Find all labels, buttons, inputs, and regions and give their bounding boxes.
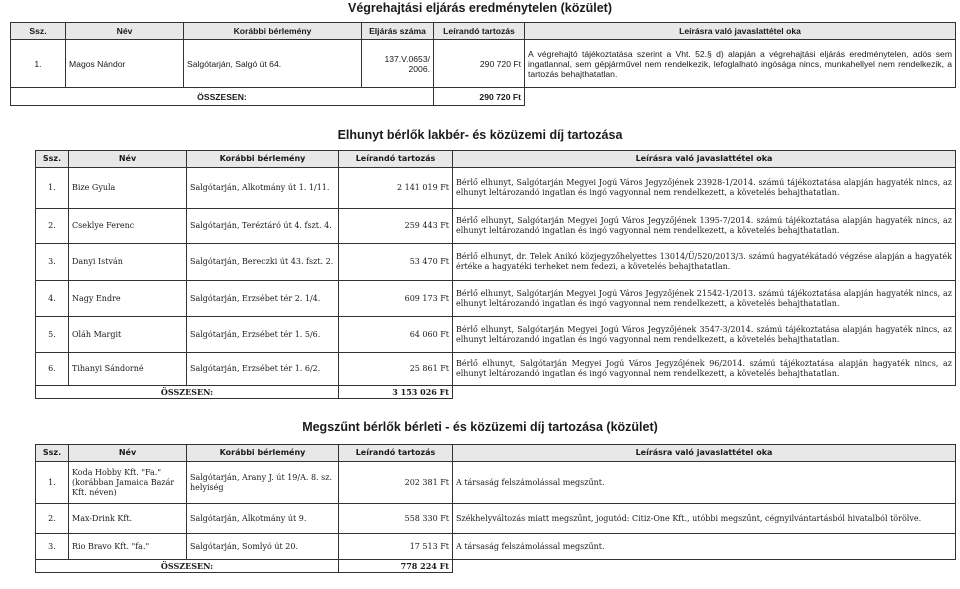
row-berlemeny: Salgótarján, Erzsébet tér 1. 5/6. [187, 317, 339, 353]
row-ok: Bérlő elhunyt, Salgótarján Megyei Jogú Város Jegyzőjének 23928-1/2014. számú tájékoztatása alapján hagyaték nincs, az elhunyt leltározandó ingatlan és ingó vagyonnal nem rendelkezett, a követelés behajthatatlan. [453, 168, 956, 209]
table-row [36, 504, 956, 534]
table-row [36, 353, 956, 386]
row-ssz: 2. [36, 504, 69, 534]
section2-table [35, 150, 956, 399]
row-nev: Danyi István [69, 244, 187, 281]
section3-total-row [36, 560, 956, 573]
table-row [36, 534, 956, 560]
header-ok: Leírásra való javaslattétel oka [525, 23, 956, 40]
section1-table [10, 22, 956, 106]
row-nev: Nagy Endre [69, 281, 187, 317]
row-ssz: 5. [36, 317, 69, 353]
row-ssz: 4. [36, 281, 69, 317]
row-nev: Cseklye Ferenc [69, 209, 187, 244]
row-ok: A társaság felszámolással megszűnt. [453, 462, 956, 504]
row-ok: A végrehajtó tájékoztatása szerint a Vht. 52.§ d) alapján a végrehajtási eljárás eredménytelen, adós sem ingatlannal, sem gépjárművel nem rendelkezik, lefoglalható ingósága nincs, munkahellyel nem rendelkezik, a tartozás behajthatatlan. [525, 40, 956, 88]
table-row [36, 281, 956, 317]
header-berlemeny: Korábbi bérlemény [187, 151, 339, 168]
section1-total-row [11, 88, 956, 106]
row-tartozas: 558 330 Ft [339, 504, 453, 534]
row-ssz: 1. [36, 462, 69, 504]
row-berlemeny: Salgótarján, Somlyó út 20. [187, 534, 339, 560]
table-row [11, 40, 956, 88]
table-row [36, 168, 956, 209]
section2-header-row [36, 151, 956, 168]
row-ok: Bérlő elhunyt, Salgótarján Megyei Jogú Város Jegyzőjének 1395-7/2014. számú tájékoztatása alapján hagyaték nincs, az elhunyt leltározandó ingatlan és ingó vagyonnal nem rendelkezett, a követelés behajthatatlan. [453, 209, 956, 244]
row-nev: Rio Bravo Kft. "fa." [69, 534, 187, 560]
table-row [36, 317, 956, 353]
row-nev: Oláh Margit [69, 317, 187, 353]
row-ssz: 6. [36, 353, 69, 386]
row-nev: Bize Gyula [69, 168, 187, 209]
header-ok: Leírásra való javaslattétel oka [453, 151, 956, 168]
total-value: 290 720 Ft [434, 88, 525, 106]
section3-table [35, 444, 956, 573]
row-ok: Bérlő elhunyt, Salgótarján Megyei Jogú Város Jegyzőjének 21542-1/2013. számú tájékoztatása alapján hagyaték nincs, az elhunyt leltározandó ingatlan és ingó vagyonnal nem rendelkezett, a követelés behajthatatlan. [453, 281, 956, 317]
row-ssz: 1. [11, 40, 66, 88]
row-ok: Bérlő elhunyt, Salgótarján Megyei Jogú Város Jegyzőjének 3547-3/2014. számú tájékoztatása alapján hagyaték nincs, az elhunyt leltározandó ingatlan és ingó vagyonnal nem rendelkezett, a követelés behajthatatlan. [453, 317, 956, 353]
row-nev: Magos Nándor [66, 40, 184, 88]
total-value: 778 224 Ft [339, 560, 453, 573]
row-berlemeny: Salgótarján, Alkotmány út 1. 1/11. [187, 168, 339, 209]
row-tartozas: 259 443 Ft [339, 209, 453, 244]
total-label: ÖSSZESEN: [36, 560, 339, 573]
row-berlemeny: Salgótarján, Salgó út 64. [184, 40, 362, 88]
row-berlemeny: Salgótarján, Erzsébet tér 2. 1/4. [187, 281, 339, 317]
header-ssz: Ssz. [11, 23, 66, 40]
header-tartozas: Leírandó tartozás [339, 151, 453, 168]
row-tartozas: 53 470 Ft [339, 244, 453, 281]
header-nev: Név [69, 445, 187, 462]
row-ssz: 3. [36, 244, 69, 281]
row-berlemeny: Salgótarján, Arany J. út 19/A. 8. sz. helyiség [187, 462, 339, 504]
header-ssz: Ssz. [36, 151, 69, 168]
row-tartozas: 64 060 Ft [339, 317, 453, 353]
row-ok: Bérlő elhunyt, Salgótarján Megyei Jogú Város Jegyzőjének 96/2014. számú tájékoztatása alapján hagyaték nincs, az elhunyt leltározandó ingatlan és ingó vagyonnal nem rendelkezett, a követelés behajthatatlan. [453, 353, 956, 386]
total-label: ÖSSZESEN: [11, 88, 434, 106]
row-ssz: 1. [36, 168, 69, 209]
row-tartozas: 290 720 Ft [434, 40, 525, 88]
row-berlemeny: Salgótarján, Bereczki út 43. fszt. 2. [187, 244, 339, 281]
row-nev: Tihanyi Sándorné [69, 353, 187, 386]
row-ok: A társaság felszámolással megszűnt. [453, 534, 956, 560]
row-tartozas: 17 513 Ft [339, 534, 453, 560]
row-tartozas: 609 173 Ft [339, 281, 453, 317]
section3-header-row [36, 445, 956, 462]
section2-title: Elhunyt bérlők lakbér- és közüzemi díj tartozása [337, 128, 623, 142]
row-berlemeny: Salgótarján, Erzsébet tér 1. 6/2. [187, 353, 339, 386]
header-tartozas: Leírandó tartozás [339, 445, 453, 462]
table-row [36, 209, 956, 244]
row-ok: Bérlő elhunyt, dr. Telek Anikó közjegyzőhelyettes 13014/Ü/520/2013/3. számú hagyatékátadó végzése alapján a hagyaték értéke a hagyatéki terheket nem fedezi, a követelés behajthatatlan. [453, 244, 956, 281]
row-ok: Székhelyváltozás miatt megszűnt, jogutód: Citiz-One Kft., utóbbi megszűnt, cégnyilvántartásból hivatalból törölve. [453, 504, 956, 534]
header-ok: Leírásra való javaslattétel oka [453, 445, 956, 462]
total-value: 3 153 026 Ft [339, 386, 453, 399]
header-berlemeny: Korábbi bérlemény [184, 23, 362, 40]
row-berlemeny: Salgótarján, Alkotmány út 9. [187, 504, 339, 534]
header-nev: Név [66, 23, 184, 40]
row-nev: Koda Hobby Kft. "Fa." (korábban Jamaica Bazár Kft. néven) [69, 462, 187, 504]
header-nev: Név [69, 151, 187, 168]
row-tartozas: 2 141 019 Ft [339, 168, 453, 209]
header-ssz: Ssz. [36, 445, 69, 462]
row-eljaras: 137.V.0653/ 2006. [362, 40, 434, 88]
header-tartozas: Leírandó tartozás [434, 23, 525, 40]
section2-total-row [36, 386, 956, 399]
section3-title: Megszűnt bérlők bérleti - és közüzemi díj tartozása (közület) [302, 420, 658, 434]
table-row [36, 462, 956, 504]
row-ssz: 2. [36, 209, 69, 244]
total-label: ÖSSZESEN: [36, 386, 339, 399]
row-tartozas: 25 861 Ft [339, 353, 453, 386]
header-eljaras: Eljárás száma [362, 23, 434, 40]
row-tartozas: 202 381 Ft [339, 462, 453, 504]
row-berlemeny: Salgótarján, Teréztáró út 4. fszt. 4. [187, 209, 339, 244]
table-row [36, 244, 956, 281]
section1-title: Végrehajtási eljárás eredménytelen (közület) [348, 1, 612, 15]
row-ssz: 3. [36, 534, 69, 560]
row-nev: Max-Drink Kft. [69, 504, 187, 534]
header-berlemeny: Korábbi bérlemény [187, 445, 339, 462]
section1-header-row [11, 23, 956, 40]
